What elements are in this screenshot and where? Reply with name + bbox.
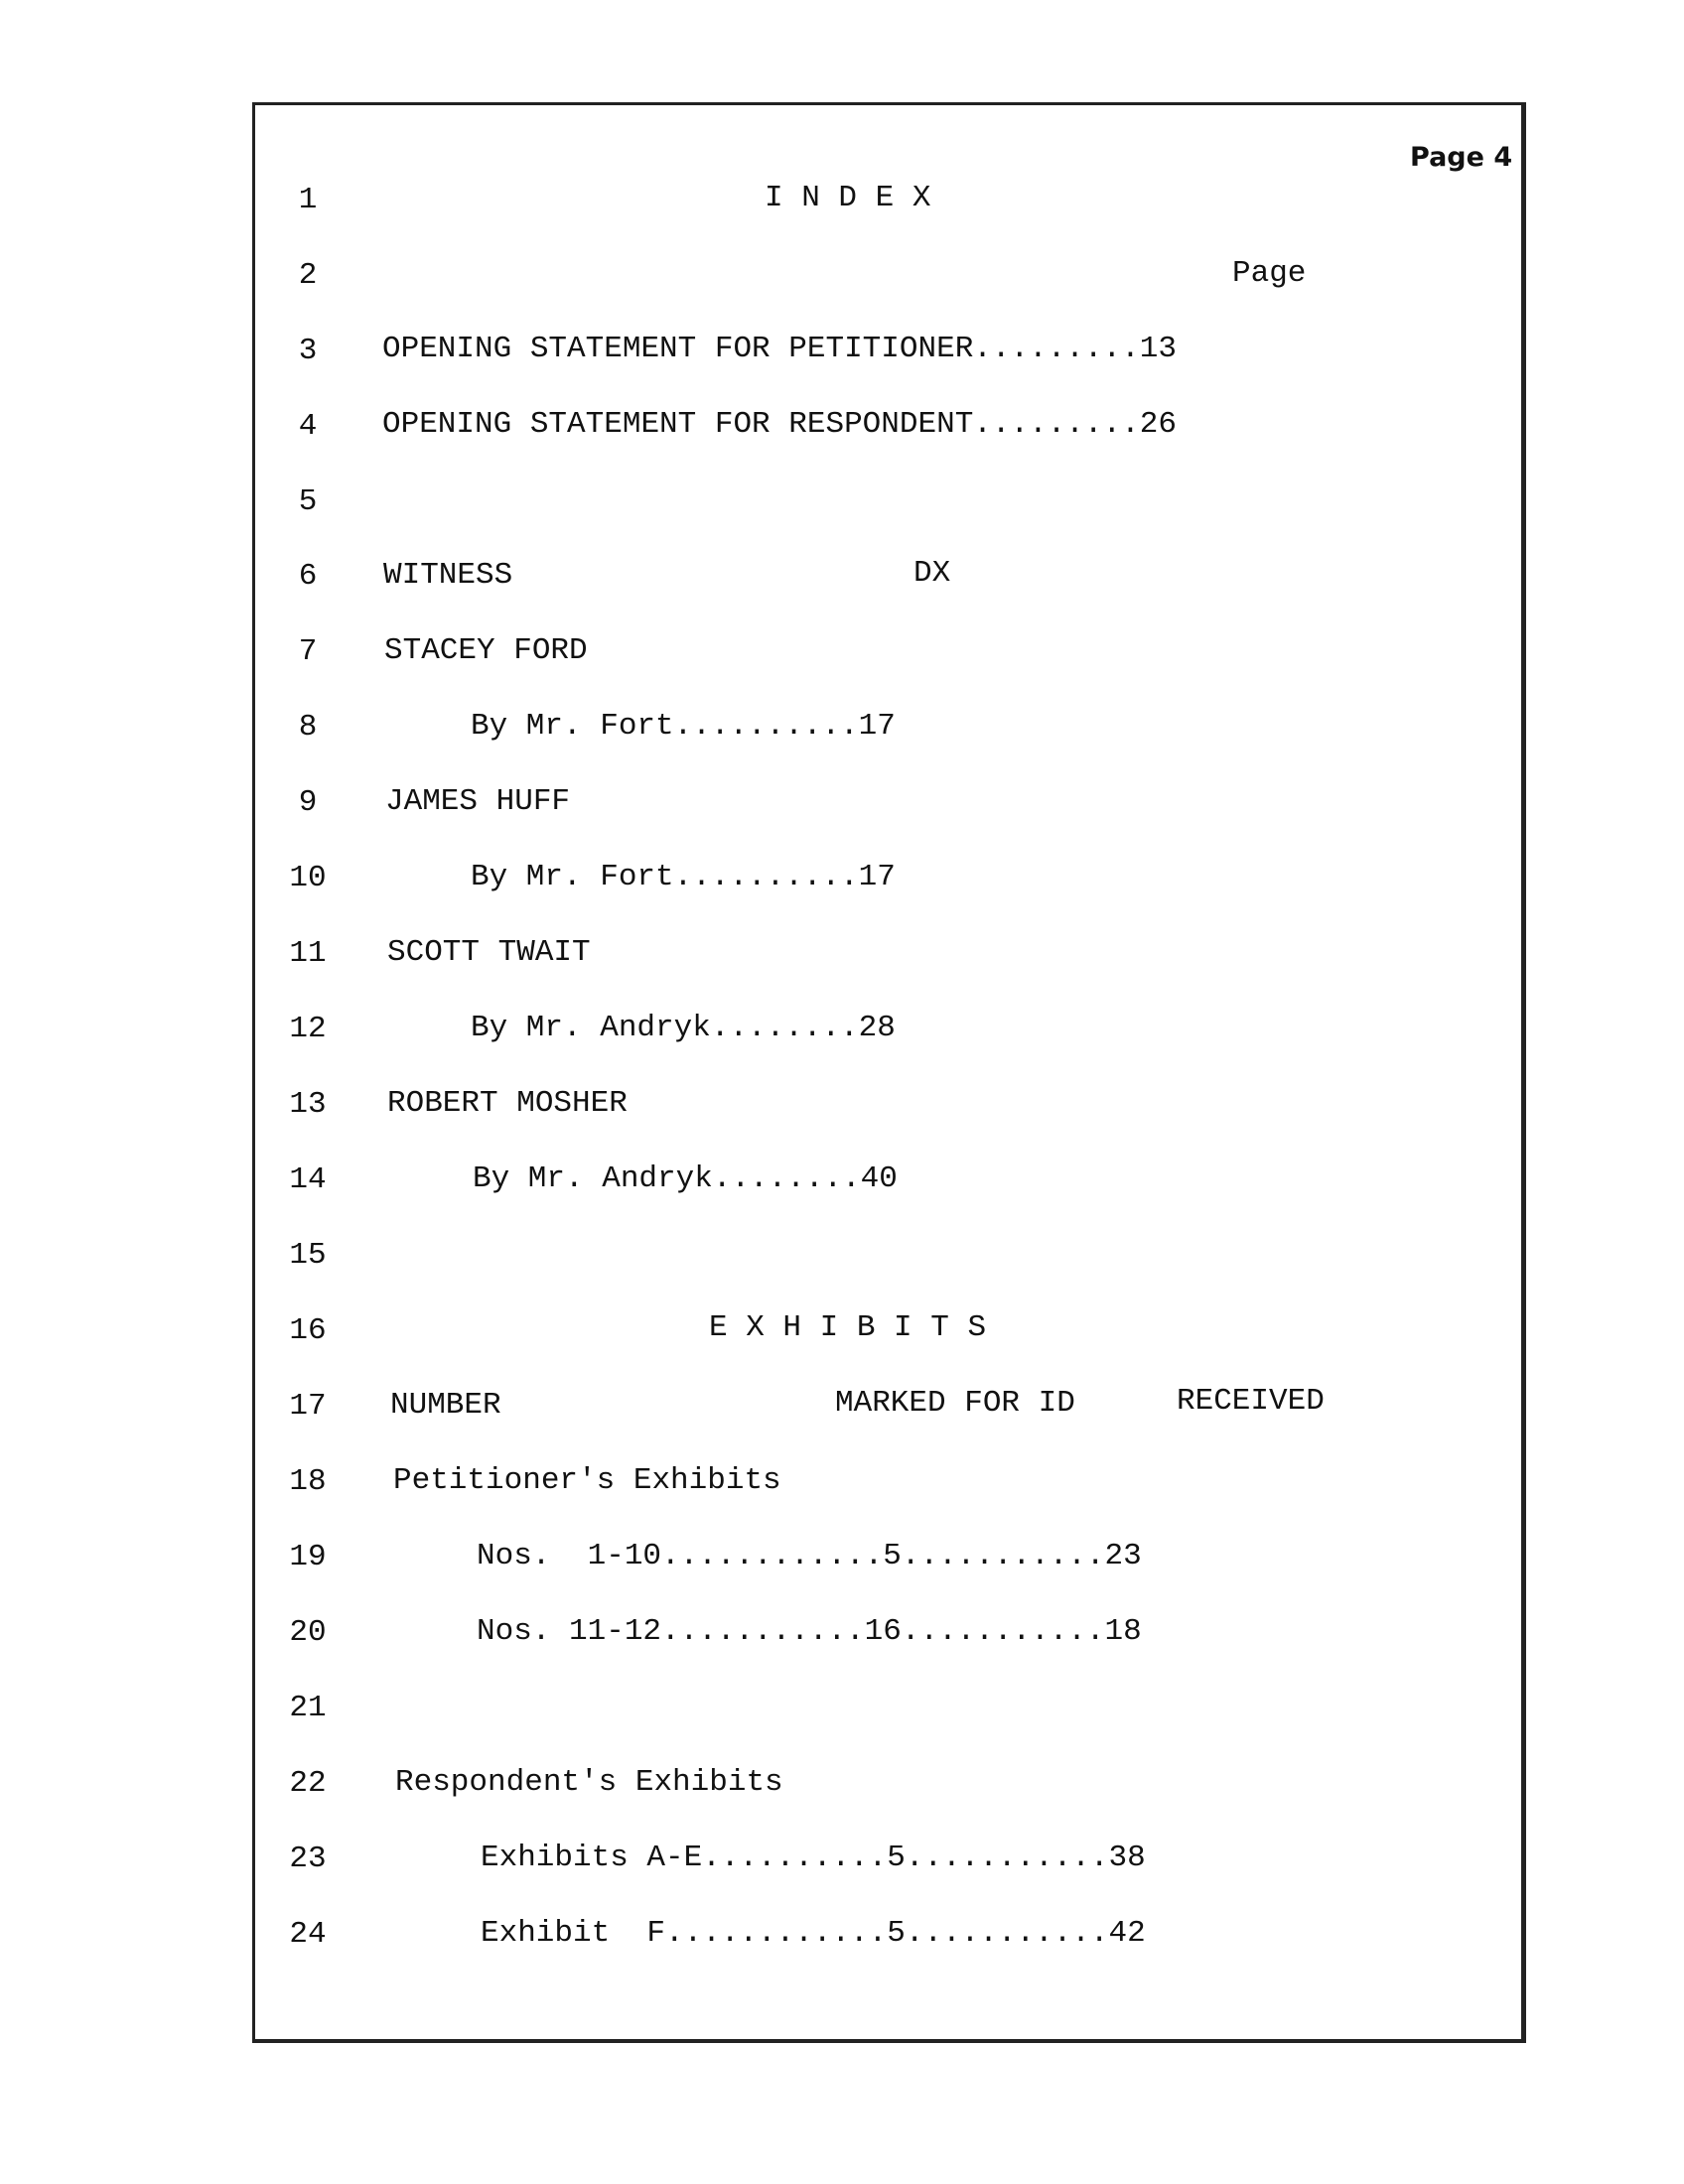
line-number: 5 bbox=[298, 484, 318, 519]
line-number: 20 bbox=[289, 1615, 327, 1650]
line-number: 14 bbox=[289, 1162, 327, 1197]
line-number: 1 bbox=[298, 183, 318, 217]
number-column-header: NUMBER bbox=[390, 1388, 501, 1423]
line-number: 12 bbox=[289, 1012, 327, 1046]
line-number: 18 bbox=[289, 1464, 327, 1499]
opening-statement-respondent: OPENING STATEMENT FOR RESPONDENT.........26 bbox=[382, 407, 1177, 442]
line-number: 21 bbox=[289, 1691, 327, 1725]
opening-statement-petitioner: OPENING STATEMENT FOR PETITIONER.........13 bbox=[382, 332, 1177, 366]
direct-exam-entry: By Mr. Andryk........40 bbox=[473, 1161, 898, 1196]
line-number: 11 bbox=[289, 936, 327, 971]
line-number: 7 bbox=[298, 634, 318, 669]
received-column-header: RECEIVED bbox=[1177, 1384, 1325, 1419]
exhibit-entry: Nos. 11-12...........16...........18 bbox=[477, 1614, 1142, 1649]
petitioner-exhibits-heading: Petitioner's Exhibits bbox=[393, 1463, 781, 1498]
witness-name: SCOTT TWAIT bbox=[387, 935, 591, 970]
direct-exam-entry: By Mr. Fort..........17 bbox=[471, 709, 896, 744]
exhibits-title: E X H I B I T S bbox=[709, 1310, 987, 1345]
page-frame bbox=[252, 102, 1526, 2043]
witness-name: ROBERT MOSHER bbox=[387, 1086, 628, 1121]
direct-exam-entry: By Mr. Fort..........17 bbox=[471, 860, 896, 894]
line-number: 24 bbox=[289, 1917, 327, 1952]
direct-exam-entry: By Mr. Andryk........28 bbox=[471, 1011, 896, 1045]
line-number: 22 bbox=[289, 1766, 327, 1801]
line-number: 23 bbox=[289, 1842, 327, 1876]
line-number: 19 bbox=[289, 1540, 327, 1574]
line-number: 2 bbox=[298, 258, 318, 293]
respondent-exhibits-heading: Respondent's Exhibits bbox=[395, 1765, 783, 1800]
line-number: 13 bbox=[289, 1087, 327, 1122]
exhibit-entry: Exhibits A-E..........5...........38 bbox=[481, 1841, 1146, 1875]
line-number: 17 bbox=[289, 1389, 327, 1424]
line-number: 16 bbox=[289, 1313, 327, 1348]
marked-column-header: MARKED FOR ID bbox=[835, 1386, 1075, 1421]
witness-column-header: WITNESS bbox=[383, 558, 513, 593]
exhibit-entry: Exhibit F............5...........42 bbox=[481, 1916, 1146, 1951]
witness-name: STACEY FORD bbox=[384, 633, 588, 668]
line-number: 9 bbox=[298, 785, 318, 820]
page-column-header: Page bbox=[1232, 256, 1307, 291]
witness-name: JAMES HUFF bbox=[385, 784, 571, 819]
line-number: 3 bbox=[298, 334, 318, 368]
line-number: 10 bbox=[289, 861, 327, 895]
index-title: I N D E X bbox=[765, 181, 931, 215]
page-number: Page 4 bbox=[1410, 142, 1513, 173]
dx-column-header: DX bbox=[913, 556, 951, 591]
line-number: 4 bbox=[298, 409, 318, 444]
line-number: 6 bbox=[298, 559, 318, 594]
exhibit-entry: Nos. 1-10............5...........23 bbox=[477, 1539, 1142, 1573]
line-number: 15 bbox=[289, 1238, 327, 1273]
line-number: 8 bbox=[298, 710, 318, 745]
